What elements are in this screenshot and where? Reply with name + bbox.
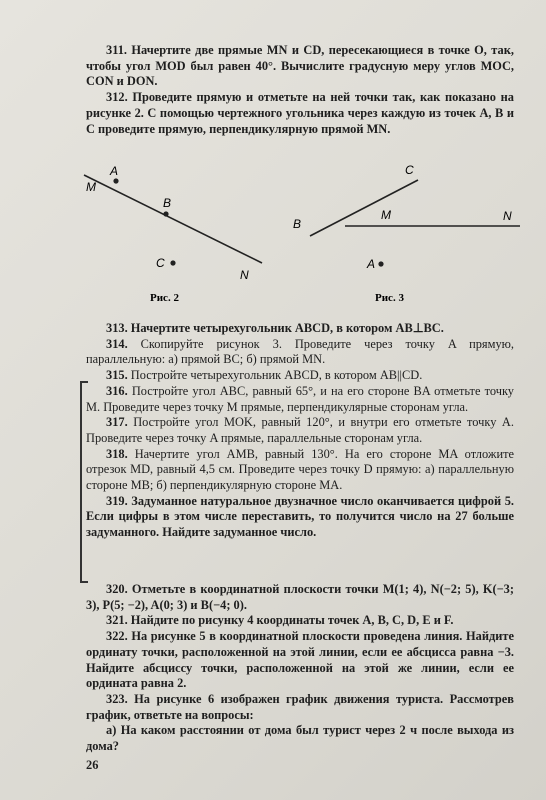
problem-text: а) На каком расстоянии от дома был турист через 2 ч после выхода из дома? [86, 723, 514, 754]
label-a: A [367, 257, 376, 271]
problem-text: Найдите по рисунку 4 координаты точек A, B, C, D, E и F. [130, 613, 454, 628]
problem-number: 320. [106, 582, 128, 596]
problem-320 [86, 582, 514, 613]
problem-number: 323. [106, 691, 128, 706]
label-m: M [381, 208, 391, 222]
problem-318 [86, 447, 514, 494]
figure-2-caption: Рис. 2 [150, 292, 179, 304]
point-a [113, 178, 118, 183]
problem-316 [86, 384, 514, 415]
problem-text: Начертите две прямые MN и CD, пересекающиеся в точке O, так, чтобы угол MOD был равен 40°. Вычислите градусную меру углов MOC, CON и DON. [86, 43, 514, 89]
point-a [378, 261, 383, 266]
problem-number: 318. [106, 446, 128, 461]
figure-3-caption: Рис. 3 [375, 292, 404, 304]
problem-319 [86, 494, 514, 541]
point-c [170, 260, 175, 265]
label-n: N [503, 209, 512, 223]
figure-2 [84, 164, 262, 304]
label-a: A [110, 164, 119, 178]
problem-number: 314. [106, 336, 128, 351]
problem-number: 313. [106, 321, 128, 335]
problems-middle [86, 321, 514, 541]
problem-number: 317. [106, 415, 128, 430]
problem-number: 319. [106, 493, 128, 508]
label-c: C [156, 256, 165, 270]
problem-text: На рисунке 5 в координатной плоскости проведена линия. Найдите ординату точки, расположенной на этой линии, если ее абсцисса равна −3. Найдите абсциссу точки, расположенной на этой же линии, если ее ордината равна 2. [86, 629, 514, 691]
problem-text: Постройте четырехугольник ABCD, в котором AB||CD. [130, 368, 423, 383]
problem-number: 322. [106, 629, 128, 644]
problem-text: Проведите прямую и отметьте на ней точки так, как показано на рисунке 2. С помощью чертежного угольника через каждую из точек A, B и C проведите прямую, перпендикулярную прямой MN. [86, 90, 514, 136]
problem-313 [86, 321, 514, 337]
label-m: M [86, 180, 96, 194]
problem-315 [86, 368, 514, 384]
problem-number: 311. [106, 43, 127, 57]
problem-number: 316. [106, 383, 128, 398]
problem-322 [86, 629, 514, 692]
line-bc [310, 180, 418, 236]
problems-bottom [86, 582, 514, 755]
problem-314 [86, 337, 514, 368]
problem-text: Постройте угол ABC, равный 65°, и на его стороне BA отметьте точку M. Проведите через точку M прямые, перпендикулярные сторонам угла. [86, 383, 514, 414]
label-b: B [163, 196, 172, 210]
difficulty-bracket [80, 381, 88, 583]
problem-321 [86, 613, 514, 629]
problem-text: На рисунке 6 изображен график движения туриста. Рассмотрев график, ответьте на вопросы: [86, 691, 514, 722]
problem-323-a [86, 723, 514, 754]
label-c: C [405, 163, 414, 177]
problem-number: 321. [106, 613, 128, 628]
problem-text: Задуманное натуральное двузначное число оканчивается цифрой 5. Если цифры в этом числе переставить, то получится число на 27 больше задуманного. Найдите задуманное число. [86, 493, 514, 540]
label-n: N [240, 268, 249, 282]
problem-number: 315. [106, 368, 128, 383]
problem-text: Начертите угол AMB, равный 130°. На его стороне MA отложите отрезок MD, равный 4,5 см. Проведите через точку D прямую: а) параллельную стороне MB; б) перпендикулярную стороне MA. [86, 446, 514, 493]
problem-text: Отметьте в координатной плоскости точки M(1; 4), N(−2; 5), K(−3; 3), P(5; −2), A(0; 3) и B(−4; 0). [86, 582, 514, 612]
problem-323 [86, 692, 514, 723]
point-b [163, 211, 168, 216]
figure-3 [293, 163, 520, 304]
line-mn [84, 175, 262, 263]
problem-317 [86, 415, 514, 446]
problem-number: 312. [106, 90, 128, 105]
page-number: 26 [86, 758, 99, 772]
problem-text: Скопируйте рисунок 3. Проведите через точку A прямую, параллельную: а) прямой BC; б) прямой MN. [86, 336, 514, 367]
label-b: B [293, 217, 302, 231]
problem-text: Начертите четырехугольник ABCD, в котором AB⊥BC. [130, 321, 444, 335]
problem-text: Постройте угол MOK, равный 120°, и внутри его отметьте точку A. Проведите через точку A прямые, параллельные сторонам угла. [86, 415, 514, 445]
